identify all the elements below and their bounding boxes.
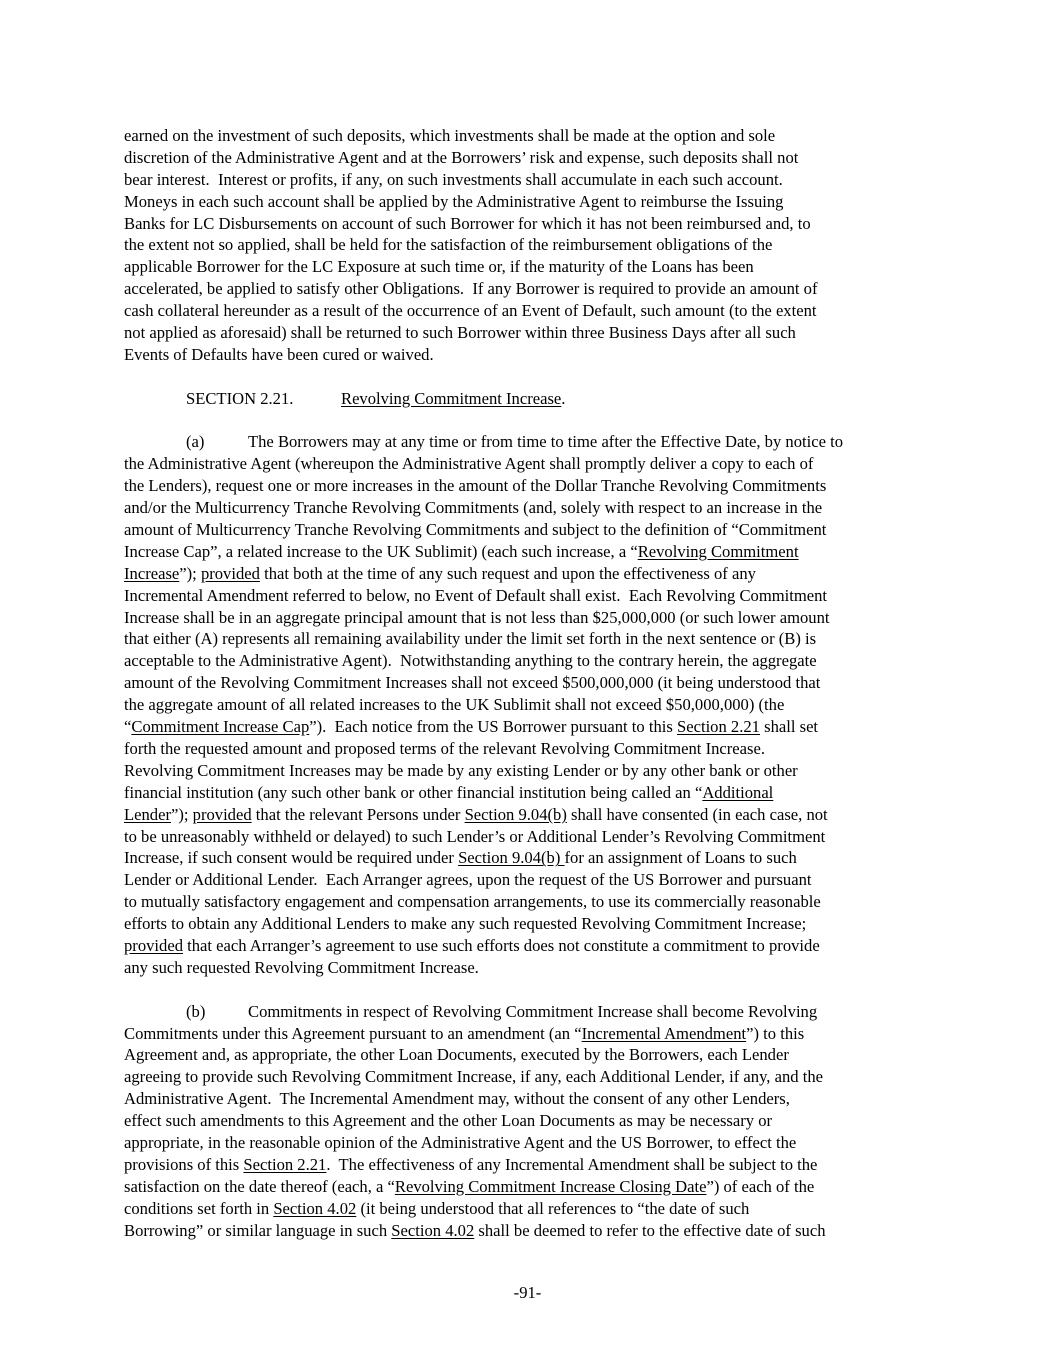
text-line: to mutually satisfactory engagement and compensation arrangements, to use its commercially reasonable	[124, 892, 821, 912]
text-line: (b) Commitments in respect of Revolving Commitment Increase shall become Revolving	[186, 1001, 818, 1021]
text-line: not applied as aforesaid) shall be returned to such Borrower within three Business Days after all such	[124, 323, 796, 343]
section-number: SECTION 2.21.	[186, 388, 294, 408]
text-line: conditions set forth in Section 4.02 (it being understood that all references to “the date of such	[124, 1198, 750, 1218]
text-line: Administrative Agent. The Incremental Amendment may, without the consent of any other Lenders,	[124, 1089, 790, 1109]
page-number: -91-	[513, 1283, 542, 1302]
text-line: Revolving Commitment Increases may be made by any existing Lender or by any other bank or other	[124, 760, 798, 780]
text-line: Commitments under this Agreement pursuant to an amendment (an “Incremental Amendment”) to this	[124, 1023, 805, 1043]
text-line: Increase Cap”, a related increase to the UK Sublimit) (each such increase, a “Revolving Commitment	[124, 541, 799, 561]
text-line: amount of the Revolving Commitment Increases shall not exceed $500,000,000 (it being understood that	[124, 673, 821, 693]
section-reference: Section 4.02	[391, 1220, 475, 1240]
defined-term: Additional	[702, 782, 774, 802]
text-line: Increase, if such consent would be required under Section 9.04(b) for an assignment of Loans to such	[124, 848, 797, 868]
paragraph-cash-collateral	[124, 125, 932, 366]
text-line: forth the requested amount and proposed terms of the relevant Revolving Commitment Increase.	[124, 738, 765, 758]
text-line: applicable Borrower for the LC Exposure at such time or, if the maturity of the Loans has been	[124, 257, 754, 277]
section-reference: Section 4.02	[273, 1198, 357, 1218]
text-line: the Administrative Agent (whereupon the Administrative Agent shall promptly deliver a copy to each of	[124, 454, 814, 474]
section-title: Revolving Commitment Increase	[341, 388, 562, 408]
text-line: any such requested Revolving Commitment Increase.	[124, 957, 479, 977]
text-line: Lender or Additional Lender. Each Arranger agrees, upon the request of the US Borrower and pursuant	[124, 870, 812, 890]
text-line: Lender”); provided that the relevant Persons under Section 9.04(b) shall have consented (in each case, not	[124, 804, 828, 824]
text-line: “Commitment Increase Cap”). Each notice from the US Borrower pursuant to this Section 2.21 shall set	[124, 717, 819, 737]
text-line: appropriate, in the reasonable opinion of the Administrative Agent and the US Borrower, to effect the	[124, 1132, 797, 1152]
text-line: Moneys in each such account shall be applied by the Administrative Agent to reimburse the Issuing	[124, 191, 784, 211]
text-line: Banks for LC Disbursements on account of such Borrower for which it has not been reimbursed and, to	[124, 213, 811, 233]
text-line: and/or the Multicurrency Tranche Revolving Commitments (and, solely with respect to an increase in the	[124, 498, 823, 518]
text-line: cash collateral hereunder as a result of the occurrence of an Event of Default, such amount (to the extent	[124, 301, 817, 321]
defined-term: Incremental Amendment	[581, 1023, 747, 1043]
text-line: amount of Multicurrency Tranche Revolving Commitments and subject to the definition of “Commitment	[124, 520, 827, 540]
text-line: the Lenders), request one or more increases in the amount of the Dollar Tranche Revolving Commitments	[124, 476, 827, 496]
text-line: effect such amendments to this Agreement and the other Loan Documents as may be necessary or	[124, 1111, 773, 1131]
paragraph-a	[124, 431, 932, 978]
text-line: satisfaction on the date thereof (each, a “Revolving Commitment Increase Closing Date”) of each of the	[124, 1176, 815, 1196]
section-heading: SECTION 2.21. Revolving Commitment Increase.	[186, 388, 566, 408]
text-line: Borrowing” or similar language in such Section 4.02 shall be deemed to refer to the effective date of such	[124, 1220, 826, 1240]
text-line: that either (A) represents all remaining availability under the limit set forth in the next sentence or (B) is	[124, 629, 817, 649]
provided-term: provided	[200, 563, 260, 583]
paragraph-label: (b)	[186, 1001, 206, 1021]
text-line: accelerated, be applied to satisfy other Obligations. If any Borrower is required to provide an amount of	[124, 279, 818, 299]
text-line: Agreement and, as appropriate, the other Loan Documents, executed by the Borrowers, each Lender	[124, 1045, 789, 1065]
text-line: bear interest. Interest or profits, if any, on such investments shall accumulate in each such account.	[124, 169, 783, 189]
section-reference: Section 2.21	[243, 1154, 327, 1174]
section-reference: Section 2.21	[677, 717, 760, 737]
text-line: the extent not so applied, shall be held for the satisfaction of the reimbursement obligations of the	[124, 235, 773, 255]
defined-term: Revolving Commitment Increase Closing Date	[394, 1176, 707, 1196]
text-line: agreeing to provide such Revolving Commitment Increase, if any, each Additional Lender, if any, and the	[124, 1067, 823, 1087]
section-reference: Section 9.04(b)	[464, 804, 567, 824]
text-line: acceptable to the Administrative Agent). Notwithstanding anything to the contrary herein, the aggregate	[124, 651, 817, 671]
defined-term: Lender	[124, 804, 171, 824]
defined-term: Increase	[124, 563, 180, 583]
section-reference: Section 9.04(b)	[458, 848, 565, 868]
text-line: Increase shall be in an aggregate principal amount that is not less than $25,000,000 (or such lower amount	[124, 607, 830, 627]
text-line: provided that each Arranger’s agreement to use such efforts does not constitute a commitment to provide	[124, 935, 820, 955]
text-line: earned on the investment of such deposits, which investments shall be made at the option and sole	[124, 126, 776, 145]
provided-term: provided	[124, 935, 183, 955]
paragraph-label: (a)	[186, 432, 205, 452]
text-line: discretion of the Administrative Agent and at the Borrowers’ risk and expense, such deposits shall not	[124, 147, 799, 167]
text-line: efforts to obtain any Additional Lenders to make any such requested Revolving Commitment Increase;	[124, 914, 807, 934]
text-line: the aggregate amount of all related increases to the UK Sublimit shall not exceed $50,000,000) (the	[124, 695, 785, 715]
text-line: Events of Defaults have been cured or waived.	[124, 344, 434, 364]
defined-term: Revolving Commitment	[637, 541, 799, 561]
provided-term: provided	[192, 804, 252, 824]
defined-term: Commitment Increase Cap	[131, 717, 310, 737]
text-line: (a) The Borrowers may at any time or from time to time after the Effective Date, by notice to	[186, 432, 844, 452]
text-line: to be unreasonably withheld or delayed) to such Lender’s or Additional Lender’s Revolving Commitment	[124, 826, 826, 846]
text-line: Increase”); provided that both at the time of any such request and upon the effectiveness of any	[124, 563, 756, 583]
text-line: Incremental Amendment referred to below, no Event of Default shall exist. Each Revolving Commitment	[124, 585, 828, 605]
text-line: financial institution (any such other bank or other financial institution being called an “Additional	[124, 782, 774, 802]
document-page	[124, 125, 932, 1241]
text-line: provisions of this Section 2.21. The effectiveness of any Incremental Amendment shall be subject to the	[124, 1154, 818, 1174]
paragraph-b	[124, 1001, 932, 1242]
